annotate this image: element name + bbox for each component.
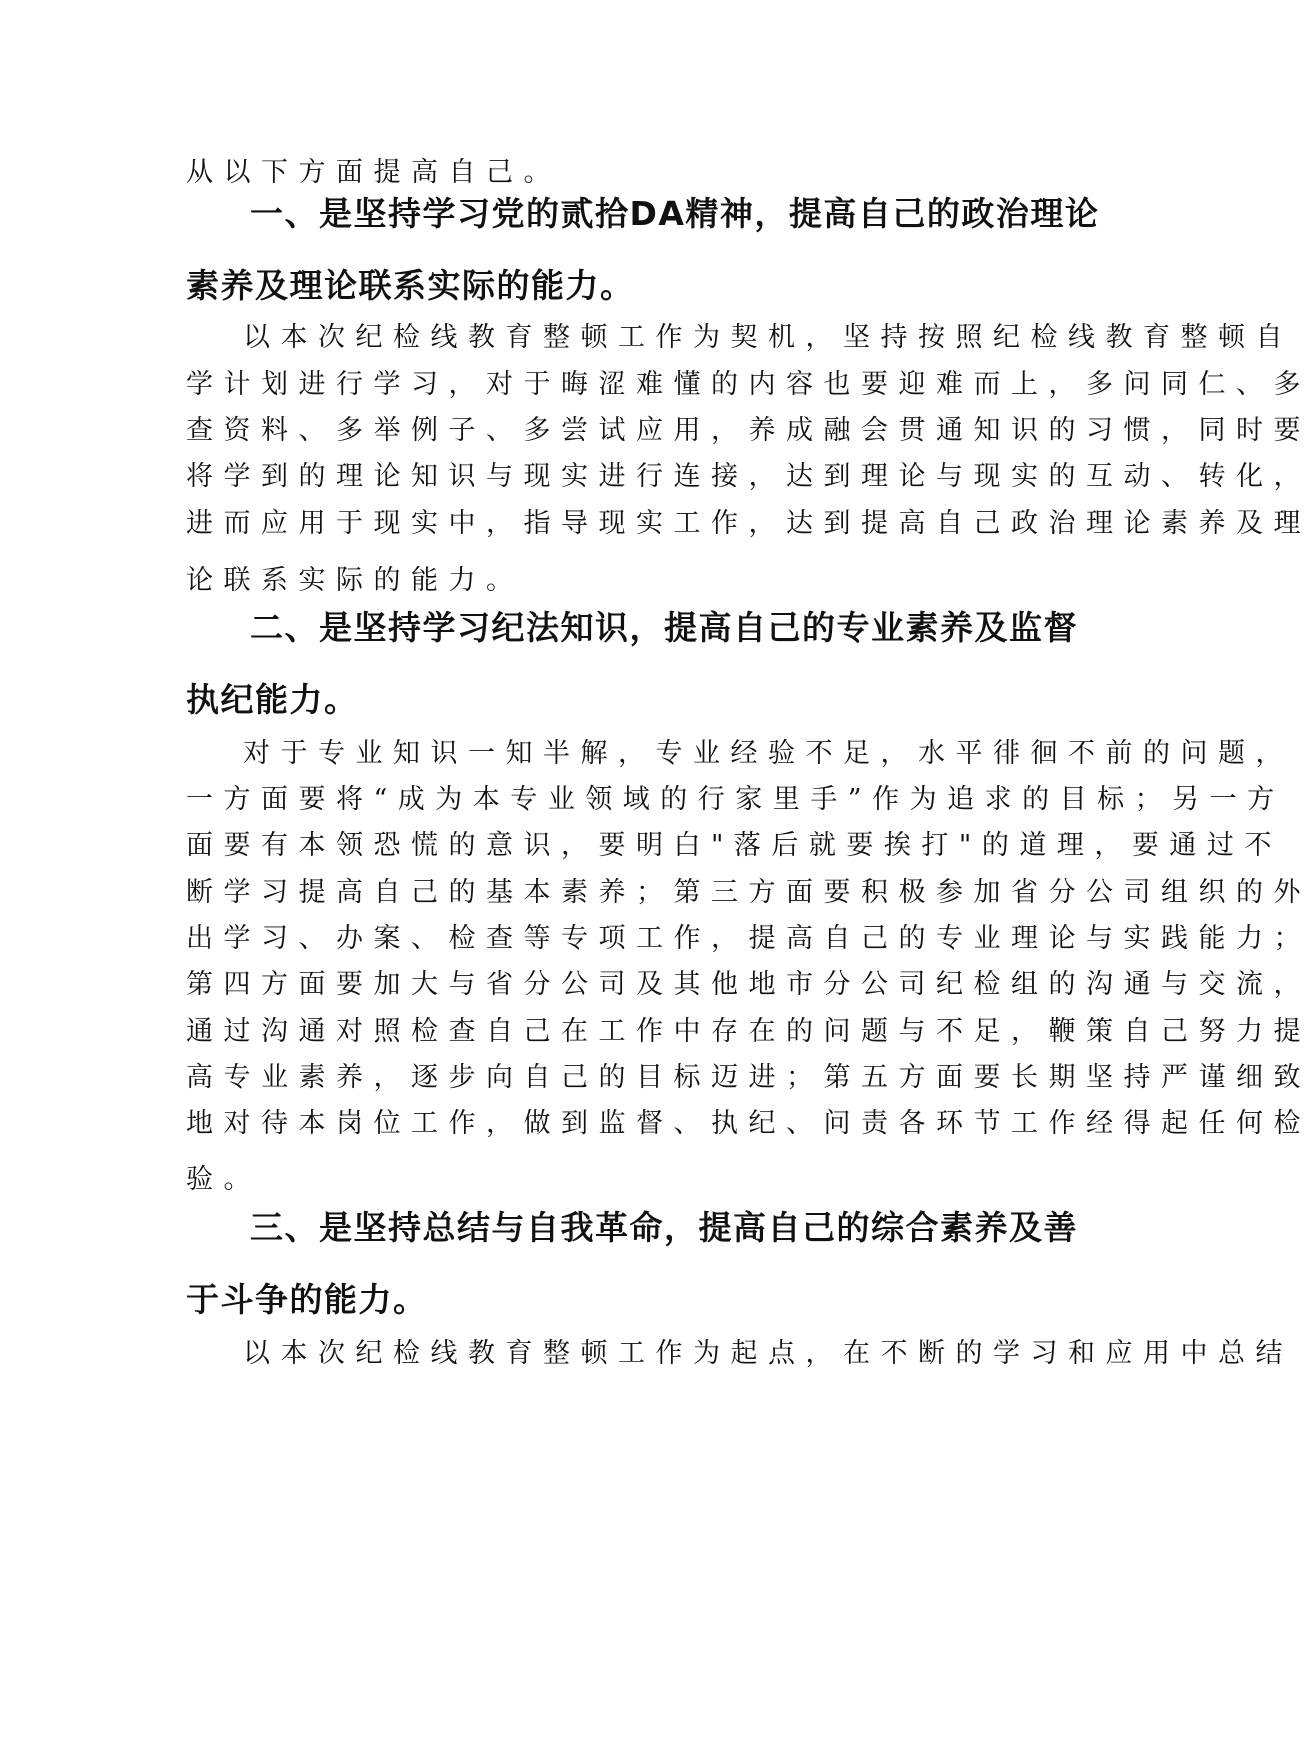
section-heading-1: 一、是坚持学习党的贰拾DA精神，提高自己的政治理论 <box>250 194 1100 233</box>
paragraph-line: 查资料、多举例子、多尝试应用，养成融会贯通知识的习惯，同时要 <box>186 415 1311 446</box>
paragraph-line: 从以下方面提高自己。 <box>186 157 561 188</box>
paragraph-line: 以本次纪检线教育整顿工作为契机，坚持按照纪检线教育整顿自 <box>243 322 1293 353</box>
section-heading-3-cont: 于斗争的能力。 <box>186 1280 428 1319</box>
paragraph-line: 进而应用于现实中，指导现实工作，达到提高自己政治理论素养及理 <box>186 508 1311 539</box>
section-heading-3: 三、是坚持总结与自我革命，提高自己的综合素养及善 <box>250 1208 1078 1247</box>
section-heading-2: 二、是坚持学习纪法知识，提高自己的专业素养及监督 <box>250 608 1078 647</box>
section-heading-1-cont: 素养及理论联系实际的能力。 <box>186 266 635 305</box>
paragraph-line: 论联系实际的能力。 <box>186 565 524 596</box>
paragraph-line: 一方面要将“成为本专业领域的行家里手”作为追求的目标；另一方 <box>186 784 1285 815</box>
paragraph-line: 通过沟通对照检查自己在工作中存在的问题与不足，鞭策自己努力提 <box>186 1016 1311 1047</box>
paragraph-line: 断学习提高自己的基本素养；第三方面要积极参加省分公司组织的外 <box>186 877 1311 908</box>
paragraph-line: 出学习、办案、检查等专项工作，提高自己的专业理论与实践能力； <box>186 923 1311 954</box>
paragraph-line: 面要有本领恐慌的意识，要明白"落后就要挨打"的道理，要通过不 <box>186 830 1282 861</box>
paragraph-line: 将学到的理论知识与现实进行连接，达到理论与现实的互动、转化， <box>186 461 1311 492</box>
paragraph-line: 学计划进行学习，对于晦涩难懂的内容也要迎难而上，多问同仁、多 <box>186 369 1311 400</box>
paragraph-line: 高专业素养，逐步向自己的目标迈进；第五方面要长期坚持严谨细致 <box>186 1062 1311 1093</box>
paragraph-line: 第四方面要加大与省分公司及其他地市分公司纪检组的沟通与交流， <box>186 969 1311 1000</box>
paragraph-line: 以本次纪检线教育整顿工作为起点，在不断的学习和应用中总结 <box>243 1338 1293 1369</box>
section-heading-2-cont: 执纪能力。 <box>186 680 359 719</box>
paragraph-line: 对于专业知识一知半解，专业经验不足，水平徘徊不前的问题， <box>243 738 1293 769</box>
paragraph-line: 地对待本岗位工作，做到监督、执纪、问责各环节工作经得起任何检 <box>186 1108 1311 1139</box>
paragraph-line: 验。 <box>186 1164 261 1195</box>
